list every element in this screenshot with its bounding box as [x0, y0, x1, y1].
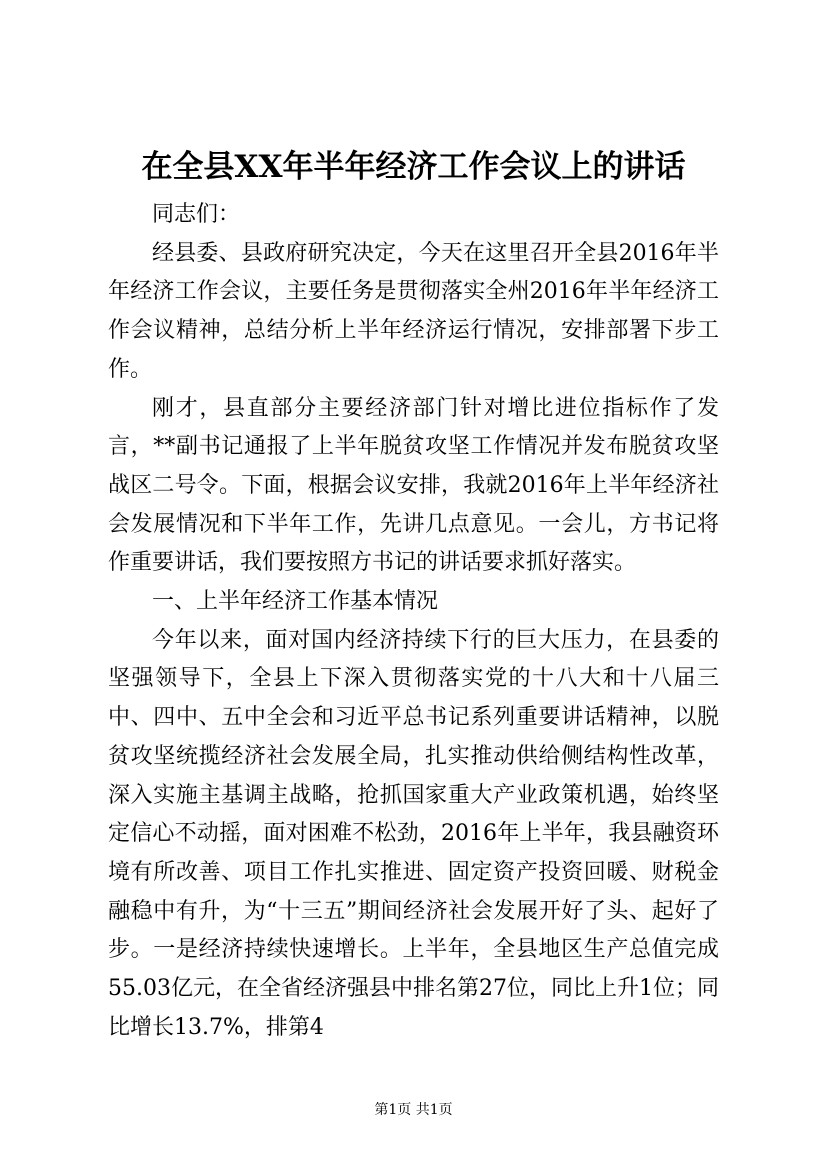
document-title: 在全县XX年半年经济工作会议上的讲话: [141, 149, 686, 185]
section-heading: 一、上半年经济工作基本情况: [152, 589, 439, 615]
section-paragraph: 今年以来，面对国内经济持续下行的巨大压力，在县委的坚强领导下，全县上下深入贯彻落实党的十八大和十八届三中、四中、五中全会和习近平总书记系列重要讲话精神，以脱贫攻坚统揽经济社会发展全局，扎实推动供给侧结构性改革，深入实施主基调主战略，抢抓国家重大产业政策机遇，始终坚定信心不动摇，面对困难不松劲，2016年上半年，我县融资环境有所改善、项目工作扎实推进、固定资产投资回暖、财税金融稳中有升，为“十三五”期间经济社会发展开好了头、起好了步。一是经济持续快速增长。上半年，全县地区生产总值完成55.03亿元，在全省经济强县中排名第27位，同比上升1位；同比增长13.7%，排第4: [108, 627, 719, 1040]
paragraph-intro: 经县委、县政府研究决定，今天在这里召开全县2016年半年经济工作会议，主要任务是贯彻落实全州2016年半年经济工作会议精神，总结分析上半年经济运行情况，安排部署下步工作。: [108, 240, 719, 382]
salutation: 同志们：: [152, 202, 241, 227]
document-body: [108, 196, 719, 1047]
page-footer: 第1页 共1页: [374, 1102, 453, 1118]
paragraph-agenda: 刚才，县直部分主要经济部门针对增比进位指标作了发言，**副书记通报了上半年脱贫攻坚工作情况并发布脱贫攻坚战区二号令。下面，根据会议安排，我就2016年上半年经济社会发展情况和下半年工作，先讲几点意见。一会儿，方书记将作重要讲话，我们要按照方书记的讲话要求抓好落实。: [108, 395, 719, 576]
